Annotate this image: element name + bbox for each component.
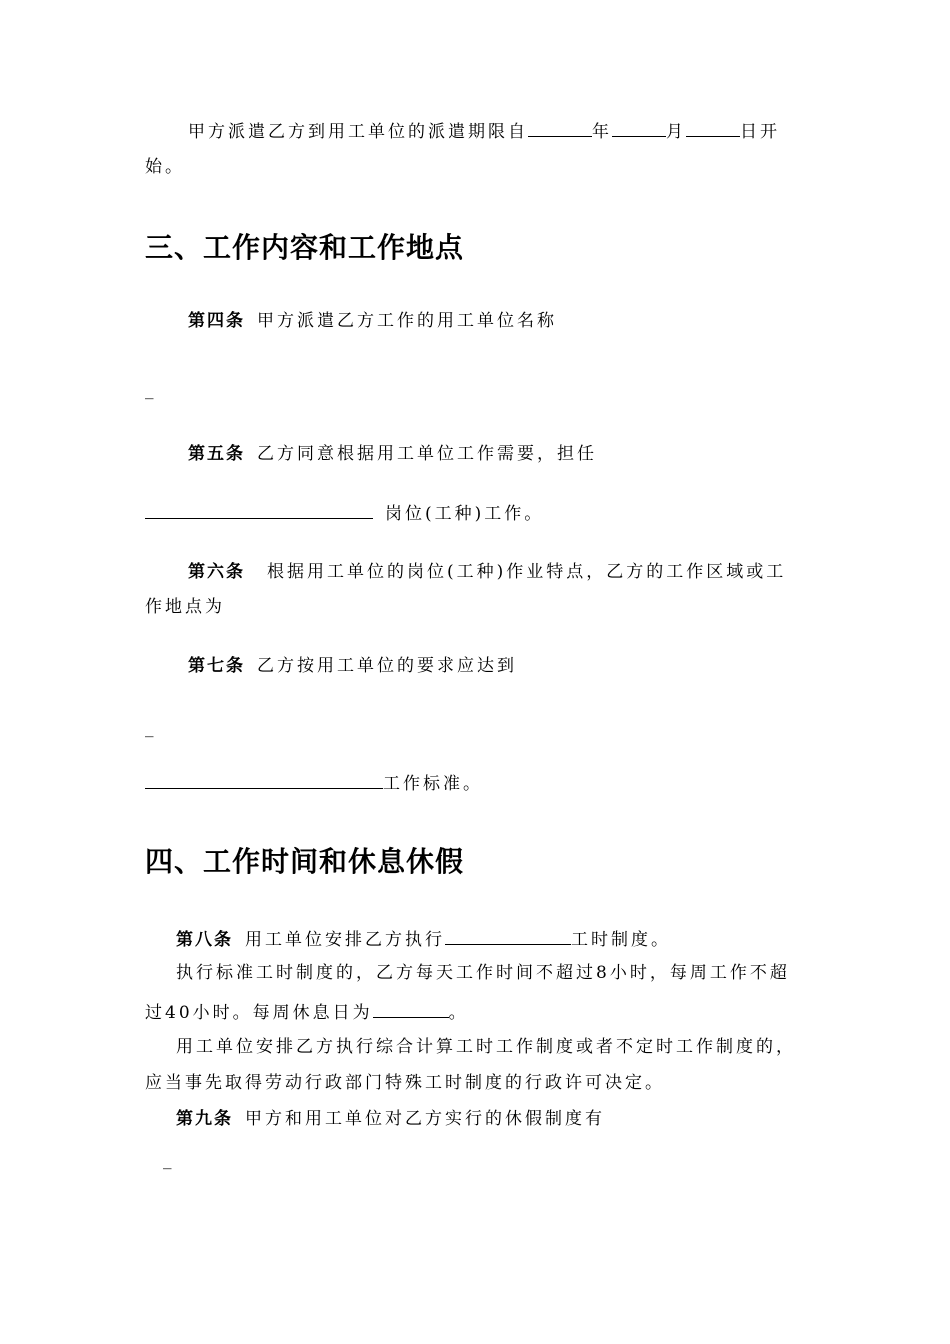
- para1-tail: 。: [448, 1003, 469, 1023]
- post-blank: [145, 500, 373, 519]
- para2-line-1: 用工单位安排乙方执行综合计算工时工作制度或者不定时工作制度的，: [176, 1037, 796, 1057]
- article-7-label: 第七条: [188, 656, 245, 676]
- year-label: 年: [592, 122, 612, 142]
- article-5-line-2: [145, 500, 544, 526]
- article-6: [188, 560, 786, 584]
- section3-heading: 三、工作内容和工作地点: [145, 231, 465, 264]
- period-line-2: 始。: [145, 157, 185, 177]
- para1-text: 过40小时。每周休息日为: [145, 1003, 373, 1023]
- month-label: 月: [666, 122, 686, 142]
- article-6-label: 第六条: [188, 562, 245, 582]
- day-blank: [686, 118, 740, 137]
- para1-line-1: 执行标准工时制度的，乙方每天工作时间不超过8小时，每周工作不超: [176, 963, 790, 983]
- year-blank: [528, 118, 592, 137]
- day-label: 日开: [740, 122, 780, 142]
- article-7-line-2: [145, 770, 483, 796]
- rest-day-blank: [373, 999, 449, 1018]
- article-9-label: 第九条: [176, 1109, 233, 1129]
- article-7-tail: 工作标准。: [383, 774, 483, 794]
- article-4-label: 第四条: [188, 311, 245, 331]
- hours-system-blank: [445, 926, 571, 945]
- article-4: [188, 309, 557, 333]
- article-7: [188, 654, 517, 678]
- period-text: 甲方派遣乙方到用工单位的派遣期限自: [188, 122, 528, 142]
- article-5-tail: 岗位(工种)工作。: [385, 504, 545, 524]
- article-9-text: 甲方和用工单位对乙方实行的休假制度有: [245, 1109, 605, 1129]
- article-8: [176, 926, 671, 952]
- section4-heading: 四、工作时间和休息休假: [145, 845, 465, 878]
- article-4-dash: _: [145, 380, 154, 400]
- article-9: [176, 1107, 605, 1131]
- article-6-line-2: 作地点为: [145, 597, 225, 617]
- standard-blank: [145, 770, 383, 789]
- article-7-dash: _: [145, 718, 154, 738]
- article-4-text: 甲方派遣乙方工作的用工单位名称: [257, 311, 557, 331]
- para1-line-2: [145, 999, 469, 1025]
- para2-line-2: 应当事先取得劳动行政部门特殊工时制度的行政许可决定。: [145, 1073, 665, 1093]
- article-9-dash: _: [163, 1150, 172, 1170]
- article-8-label: 第八条: [176, 930, 233, 950]
- article-8-text: 用工单位安排乙方执行: [245, 930, 445, 950]
- article-5: [188, 442, 597, 466]
- period-line: [188, 118, 780, 144]
- article-8-tail: 工时制度。: [571, 930, 671, 950]
- month-blank: [612, 118, 666, 137]
- article-6-text: 根据用工单位的岗位(工种)作业特点，乙方的工作区域或工: [267, 562, 787, 582]
- article-7-text: 乙方按用工单位的要求应达到: [257, 656, 517, 676]
- article-5-text: 乙方同意根据用工单位工作需要，担任: [257, 444, 597, 464]
- article-5-label: 第五条: [188, 444, 245, 464]
